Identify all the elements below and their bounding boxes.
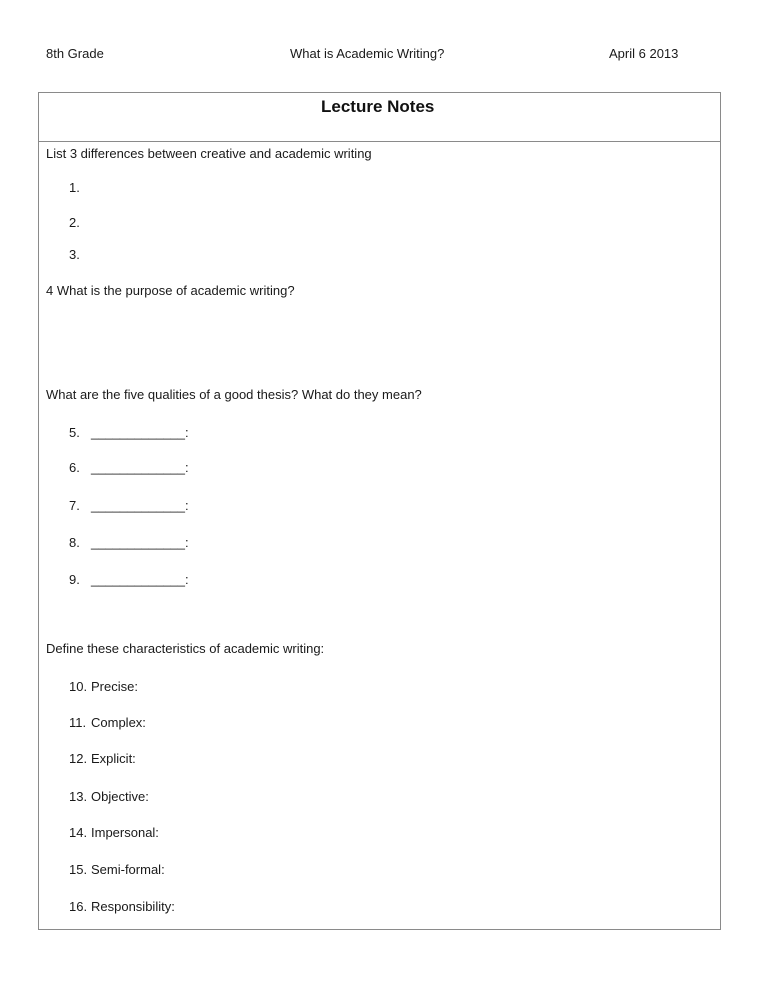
list-number: 12. xyxy=(69,751,88,766)
answer-blank: _____________: xyxy=(91,572,189,587)
notes-table xyxy=(38,92,721,930)
list-number: 3. xyxy=(69,247,80,262)
list-number: 1. xyxy=(69,180,80,195)
list-number: 10. xyxy=(69,679,88,694)
characteristic-label: Responsibility: xyxy=(91,899,175,914)
section-title: Lecture Notes xyxy=(321,97,435,116)
question-define: Define these characteristics of academic writing: xyxy=(46,641,325,656)
characteristic-label: Complex: xyxy=(91,715,146,730)
answer-blank: _____________: xyxy=(91,535,189,550)
list-number: 8. xyxy=(69,535,80,550)
characteristic-label: Objective: xyxy=(91,789,149,804)
list-number: 11. xyxy=(69,715,87,730)
question-purpose: 4 What is the purpose of academic writing? xyxy=(46,283,295,298)
list-number: 7. xyxy=(69,498,80,513)
list-number: 2. xyxy=(69,215,80,230)
question-differences: List 3 differences between creative and academic writing xyxy=(46,146,372,161)
header-title: What is Academic Writing? xyxy=(290,46,445,61)
list-number: 16. xyxy=(69,899,88,914)
answer-blank: _____________: xyxy=(91,460,189,475)
header-date: April 6 2013 xyxy=(609,46,679,61)
characteristic-label: Impersonal: xyxy=(91,825,159,840)
list-number: 15. xyxy=(69,862,88,877)
list-number: 13. xyxy=(69,789,88,804)
characteristic-label: Precise: xyxy=(91,679,138,694)
list-number: 5. xyxy=(69,425,80,440)
title-row xyxy=(39,93,720,142)
characteristic-label: Explicit: xyxy=(91,751,136,766)
characteristic-label: Semi-formal: xyxy=(91,862,165,877)
list-number: 14. xyxy=(69,825,88,840)
answer-blank: _____________: xyxy=(91,425,189,440)
header-grade: 8th Grade xyxy=(46,46,104,61)
answer-blank: _____________: xyxy=(91,498,189,513)
question-thesis: What are the five qualities of a good thesis? What do they mean? xyxy=(46,387,422,402)
list-number: 9. xyxy=(69,572,80,587)
list-number: 6. xyxy=(69,460,80,475)
